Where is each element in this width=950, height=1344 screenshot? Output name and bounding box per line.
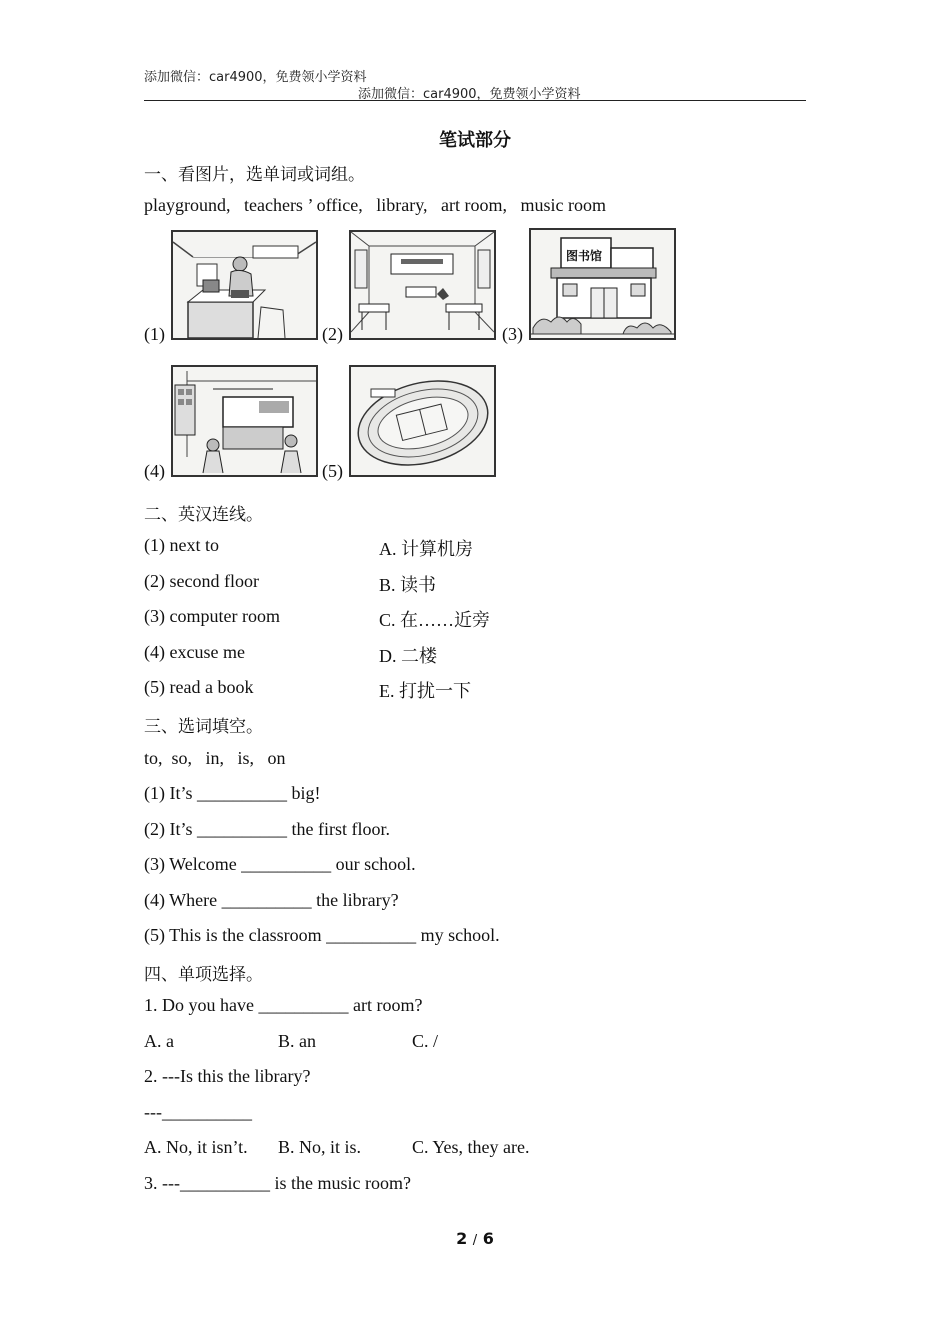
choice-q1-option-b: B. an <box>278 1031 316 1051</box>
pic-label-1: (1) <box>144 324 165 344</box>
section3-word-bank: to, so, in, is, on <box>144 748 286 768</box>
picture-art-room <box>171 365 318 477</box>
fill-item-2: (2) It’s __________ the first floor. <box>144 819 390 839</box>
choice-q2-answer: ---__________ <box>144 1102 252 1122</box>
fill-item-5: (5) This is the classroom __________ my school. <box>144 925 500 945</box>
match-left-1: (1) next to <box>144 535 219 555</box>
match-left-2: (2) second floor <box>144 571 259 591</box>
page-number <box>0 1229 950 1248</box>
match-right-d: D. 二楼 <box>379 646 437 666</box>
pic-label-4: (4) <box>144 461 165 481</box>
section1-word-bank: playground, teachers ’ office, library, art room, music room <box>144 195 607 215</box>
pic-label-3: (3) <box>502 324 523 344</box>
choice-q1: 1. Do you have __________ art room? <box>144 995 423 1015</box>
match-left-3: (3) computer room <box>144 606 280 626</box>
choice-q1-option-c: C. / <box>412 1031 439 1051</box>
fill-item-4: (4) Where __________ the library? <box>144 890 399 910</box>
picture-teachers-office <box>171 230 318 340</box>
match-left-4: (4) excuse me <box>144 642 245 662</box>
choice-q2-option-c: C. Yes, they are. <box>412 1137 530 1157</box>
page-title: 笔试部分 <box>439 130 511 151</box>
match-right-a: A. 计算机房 <box>379 539 473 559</box>
section2-heading: 二、英汉连线。 <box>144 505 263 525</box>
section3-heading: 三、选词填空。 <box>144 717 263 737</box>
pic-label-5: (5) <box>322 461 343 481</box>
header-watermark-1: 添加微信：car4900，免费领小学资料 <box>144 70 367 85</box>
page-current: 2 <box>456 1229 468 1248</box>
match-right-b: B. 读书 <box>379 575 437 595</box>
match-right-c: C. 在……近旁 <box>379 610 491 630</box>
choice-q3: 3. ---__________ is the music room? <box>144 1173 411 1193</box>
match-right-e: E. 打扰一下 <box>379 681 471 701</box>
match-left-5: (5) read a book <box>144 677 254 697</box>
choice-q1-option-a: A. a <box>144 1031 174 1051</box>
header-watermark-2: 添加微信：car4900，免费领小学资料 <box>358 87 581 102</box>
page-total: 6 <box>482 1229 494 1248</box>
library-sign: 图书馆 <box>566 249 603 263</box>
section1-heading: 一、看图片，选单词或词组。 <box>144 165 365 185</box>
picture-library <box>529 228 676 340</box>
pic-label-2: (2) <box>322 324 343 344</box>
fill-item-3: (3) Welcome __________ our school. <box>144 854 416 874</box>
header-rule <box>144 100 806 101</box>
choice-q2: 2. ---Is this the library? <box>144 1066 311 1086</box>
page-separator: / <box>472 1233 478 1248</box>
choice-q2-option-b: B. No, it is. <box>278 1137 362 1157</box>
picture-playground <box>349 365 496 477</box>
fill-item-1: (1) It’s __________ big! <box>144 783 321 803</box>
picture-music-room <box>349 230 496 340</box>
section4-heading: 四、单项选择。 <box>144 965 263 985</box>
choice-q2-option-a: A. No, it isn’t. <box>144 1137 248 1157</box>
